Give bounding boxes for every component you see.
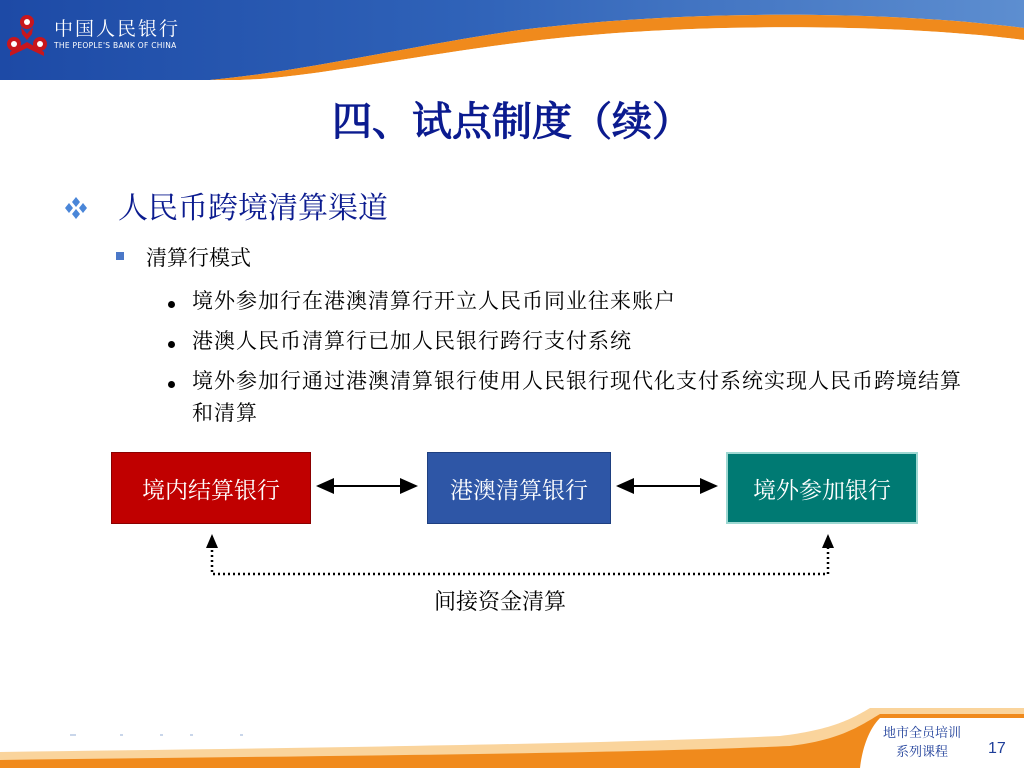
box-overseas-participating-bank: 境外参加银行 bbox=[726, 452, 918, 524]
dot-bullet-icon bbox=[168, 301, 175, 308]
square-bullet-icon bbox=[116, 252, 124, 260]
dot-bullet-icon bbox=[168, 381, 175, 388]
bullet-level3-item: 境外参加行通过港澳清算银行使用人民银行现代化支付系统实现人民币跨境结算和清算 bbox=[192, 369, 962, 425]
box-domestic-bank: 境内结算银行 bbox=[111, 452, 311, 524]
page-number: 17 bbox=[988, 740, 1006, 757]
pboc-logo-icon bbox=[4, 12, 50, 60]
diamond-bullet-icon bbox=[62, 196, 90, 220]
indirect-clearing-label: 间接资金清算 bbox=[433, 590, 566, 615]
footer-line2: 系列课程 bbox=[895, 745, 948, 760]
footer-course-text bbox=[872, 724, 972, 762]
dot-bullet-icon bbox=[168, 341, 175, 348]
logo-english-name: THE PEOPLE'S BANK OF CHINA bbox=[54, 41, 177, 50]
footer-band bbox=[0, 700, 1024, 768]
dotted-arrow-icon bbox=[212, 540, 828, 574]
bullet-level2: 清算行模式 bbox=[146, 246, 251, 270]
bullet-level3-item: 港澳人民币清算行已加人民银行跨行支付系统 bbox=[192, 329, 632, 353]
diagram-arrows bbox=[0, 440, 1024, 580]
page-title: 四、试点制度（续） bbox=[332, 98, 692, 145]
footer-line1: 地市全员培训 bbox=[882, 726, 961, 741]
logo-chinese-name: 中国人民银行 bbox=[54, 18, 181, 40]
bullet-level3-item: 境外参加行在港澳清算行开立人民币同业往来账户 bbox=[192, 289, 676, 313]
bullet-level1: 人民币跨境清算渠道 bbox=[118, 191, 388, 226]
box-hkmacau-clearing-bank: 港澳清算银行 bbox=[427, 452, 611, 524]
